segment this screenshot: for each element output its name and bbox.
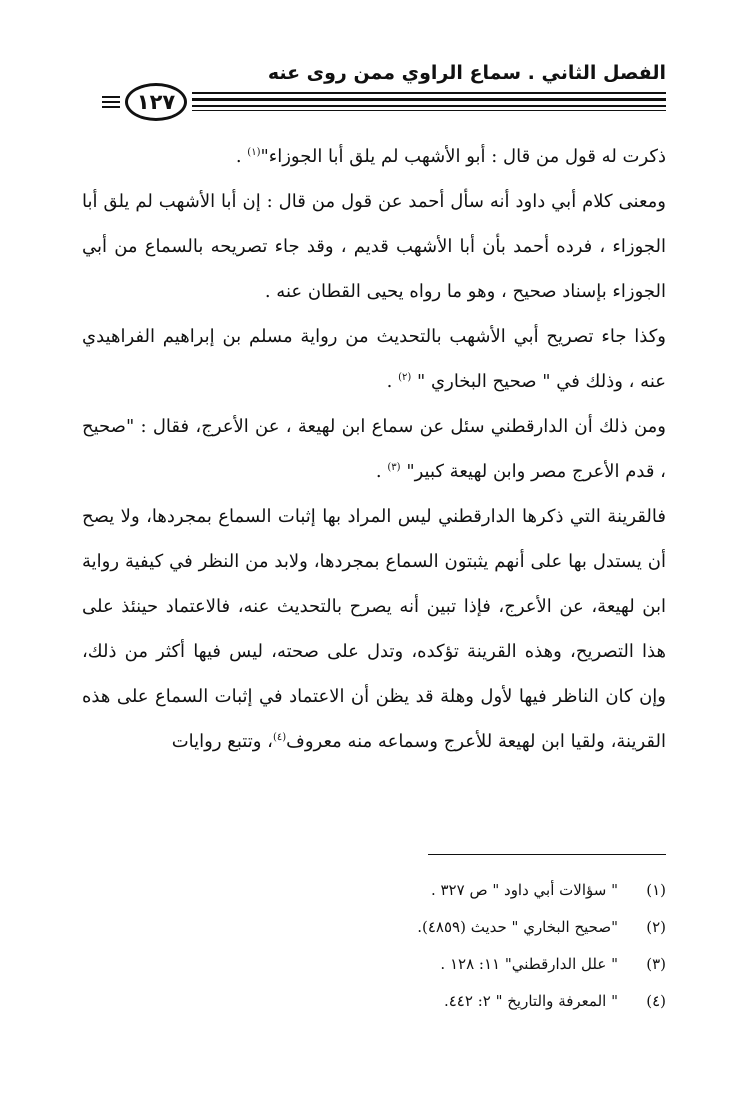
header-rule [192,110,666,111]
body-text [82,134,666,764]
header-rule [192,92,666,94]
footnote [82,909,666,946]
header-ornament [102,96,120,112]
header-rule [192,105,666,107]
footnote [82,872,666,909]
footnote [82,983,666,1020]
footnote-text: " سؤالات أبي داود " ص ٣٢٧ . [430,881,618,899]
paragraph: فالقرينة التي ذكرها الدارقطني ليس المراد بها إثبات السماع بمجردها، ولا يصح أن يستدل بها على أنهم يثبتون السماع بمجردها، ولابد من النظر في كيفية رواية ابن لهيعة، عن الأعرج، فإذا تبين أنه يصرح بالتحديث عنه، فالاعتماد حينئذ على هذا التصريح، وهذه القرينة تؤكده، وتدل على صحته، ليس فيها أكثر من ذلك، وإن كان الناظر فيها لأول وهلة قد يظن أن الاعتماد في إثبات السماع على هذه القرينة، ولقيا ابن لهيعة للأعرج وسماعه منه معروف$^{(٤)}$، وتتبع روايات [82,506,666,752]
footnote-separator [428,854,666,855]
footnote-ref[interactable]: (١) [247,147,261,158]
footnote-ref[interactable]: (٣) [387,462,401,473]
footnote-number: (٣) [646,955,666,973]
footnote-ref[interactable]: (٤) [272,732,287,743]
paragraph: ذكرت له قول من قال : أبو الأشهب لم يلق أبا الجوزاء"$^{(١)}$ . [235,146,666,167]
header-rule [192,98,666,101]
page-number: ١٢٧ [125,83,187,121]
footnotes [82,872,666,1020]
footnote-number: (١) [646,881,666,899]
footnote [82,946,666,983]
paragraph: وكذا جاء تصريح أبي الأشهب بالتحديث من رواية مسلم بن إبراهيم الفراهيدي عنه ، وذلك في " صحيح البخاري " $^{(٢)}$ . [82,326,666,392]
footnote-text: " علل الدارقطني" ١١: ١٢٨ . [440,955,618,973]
footnote-ref[interactable]: (٢) [398,372,412,383]
footnote-number: (٢) [646,918,666,936]
footnote-text: " المعرفة والتاريخ " ٢: ٤٤٢. [443,992,618,1010]
paragraph: ومن ذلك أن الدارقطني سئل عن سماع ابن لهيعة ، عن الأعرج، فقال : "صحيح ، قدم الأعرج مصر وابن لهيعة كبير" $^{(٣)}$ . [82,416,666,482]
paragraph: ومعنى كلام أبي داود أنه سأل أحمد عن قول من قال : إن أبا الأشهب لم يلق أبا الجوزاء ، فرده أحمد بأن أبا الأشهب قديم ، وقد جاء تصريحه بالسماع من أبي الجوزاء بإسناد صحيح ، وهو ما رواه يحيى القطان عنه . [82,191,666,302]
chapter-title: الفصل الثاني . سماع الراوي ممن روى عنه [267,62,666,84]
footnote-text: "صحيح البخاري " حديث (٤٨٥٩). [417,918,618,936]
footnote-number: (٤) [646,992,666,1010]
